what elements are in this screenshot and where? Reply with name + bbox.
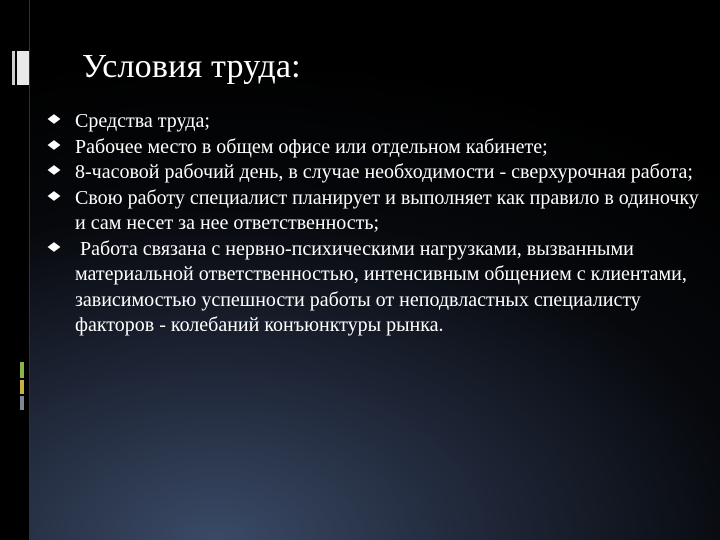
title-accent-bar-thin — [12, 51, 15, 85]
list-item-text: 8-часовой рабочий день, в случае необходимости - сверхурочная работа; — [75, 161, 693, 183]
list-item — [50, 160, 712, 186]
square-bullet-icon — [48, 114, 61, 124]
list-item — [50, 237, 712, 339]
accent-bar-green — [20, 362, 24, 378]
left-decor-line — [29, 0, 30, 540]
title-accent-bar — [17, 51, 29, 85]
list-item — [50, 135, 712, 161]
square-bullet-icon — [48, 165, 61, 175]
list-item-text: Рабочее место в общем офисе или отдельном кабинете; — [75, 135, 548, 158]
list-item-text: Работа связана с нервно-психическими нагрузками, вызванными материальной ответственностью, интенсивным общением с клиентами, зависимостью успешности работы от неподвластных специалисту факторов - колебаний конъюнктуры рынка. — [75, 237, 692, 336]
accent-bar-gray — [20, 396, 24, 410]
list-item — [50, 109, 712, 135]
square-bullet-icon — [48, 140, 61, 150]
list-item — [50, 186, 712, 237]
square-bullet-icon — [48, 242, 61, 252]
square-bullet-icon — [48, 191, 61, 201]
list-item-text: Свою работу специалист планирует и выполняет как правило в одиночку и сам несет за нее ответственность; — [75, 186, 699, 234]
slide-title: Условия труда: — [82, 48, 301, 85]
bullet-list — [50, 109, 712, 339]
accent-bar-yellow — [20, 380, 24, 394]
list-item-text: Средства труда; — [75, 110, 210, 132]
